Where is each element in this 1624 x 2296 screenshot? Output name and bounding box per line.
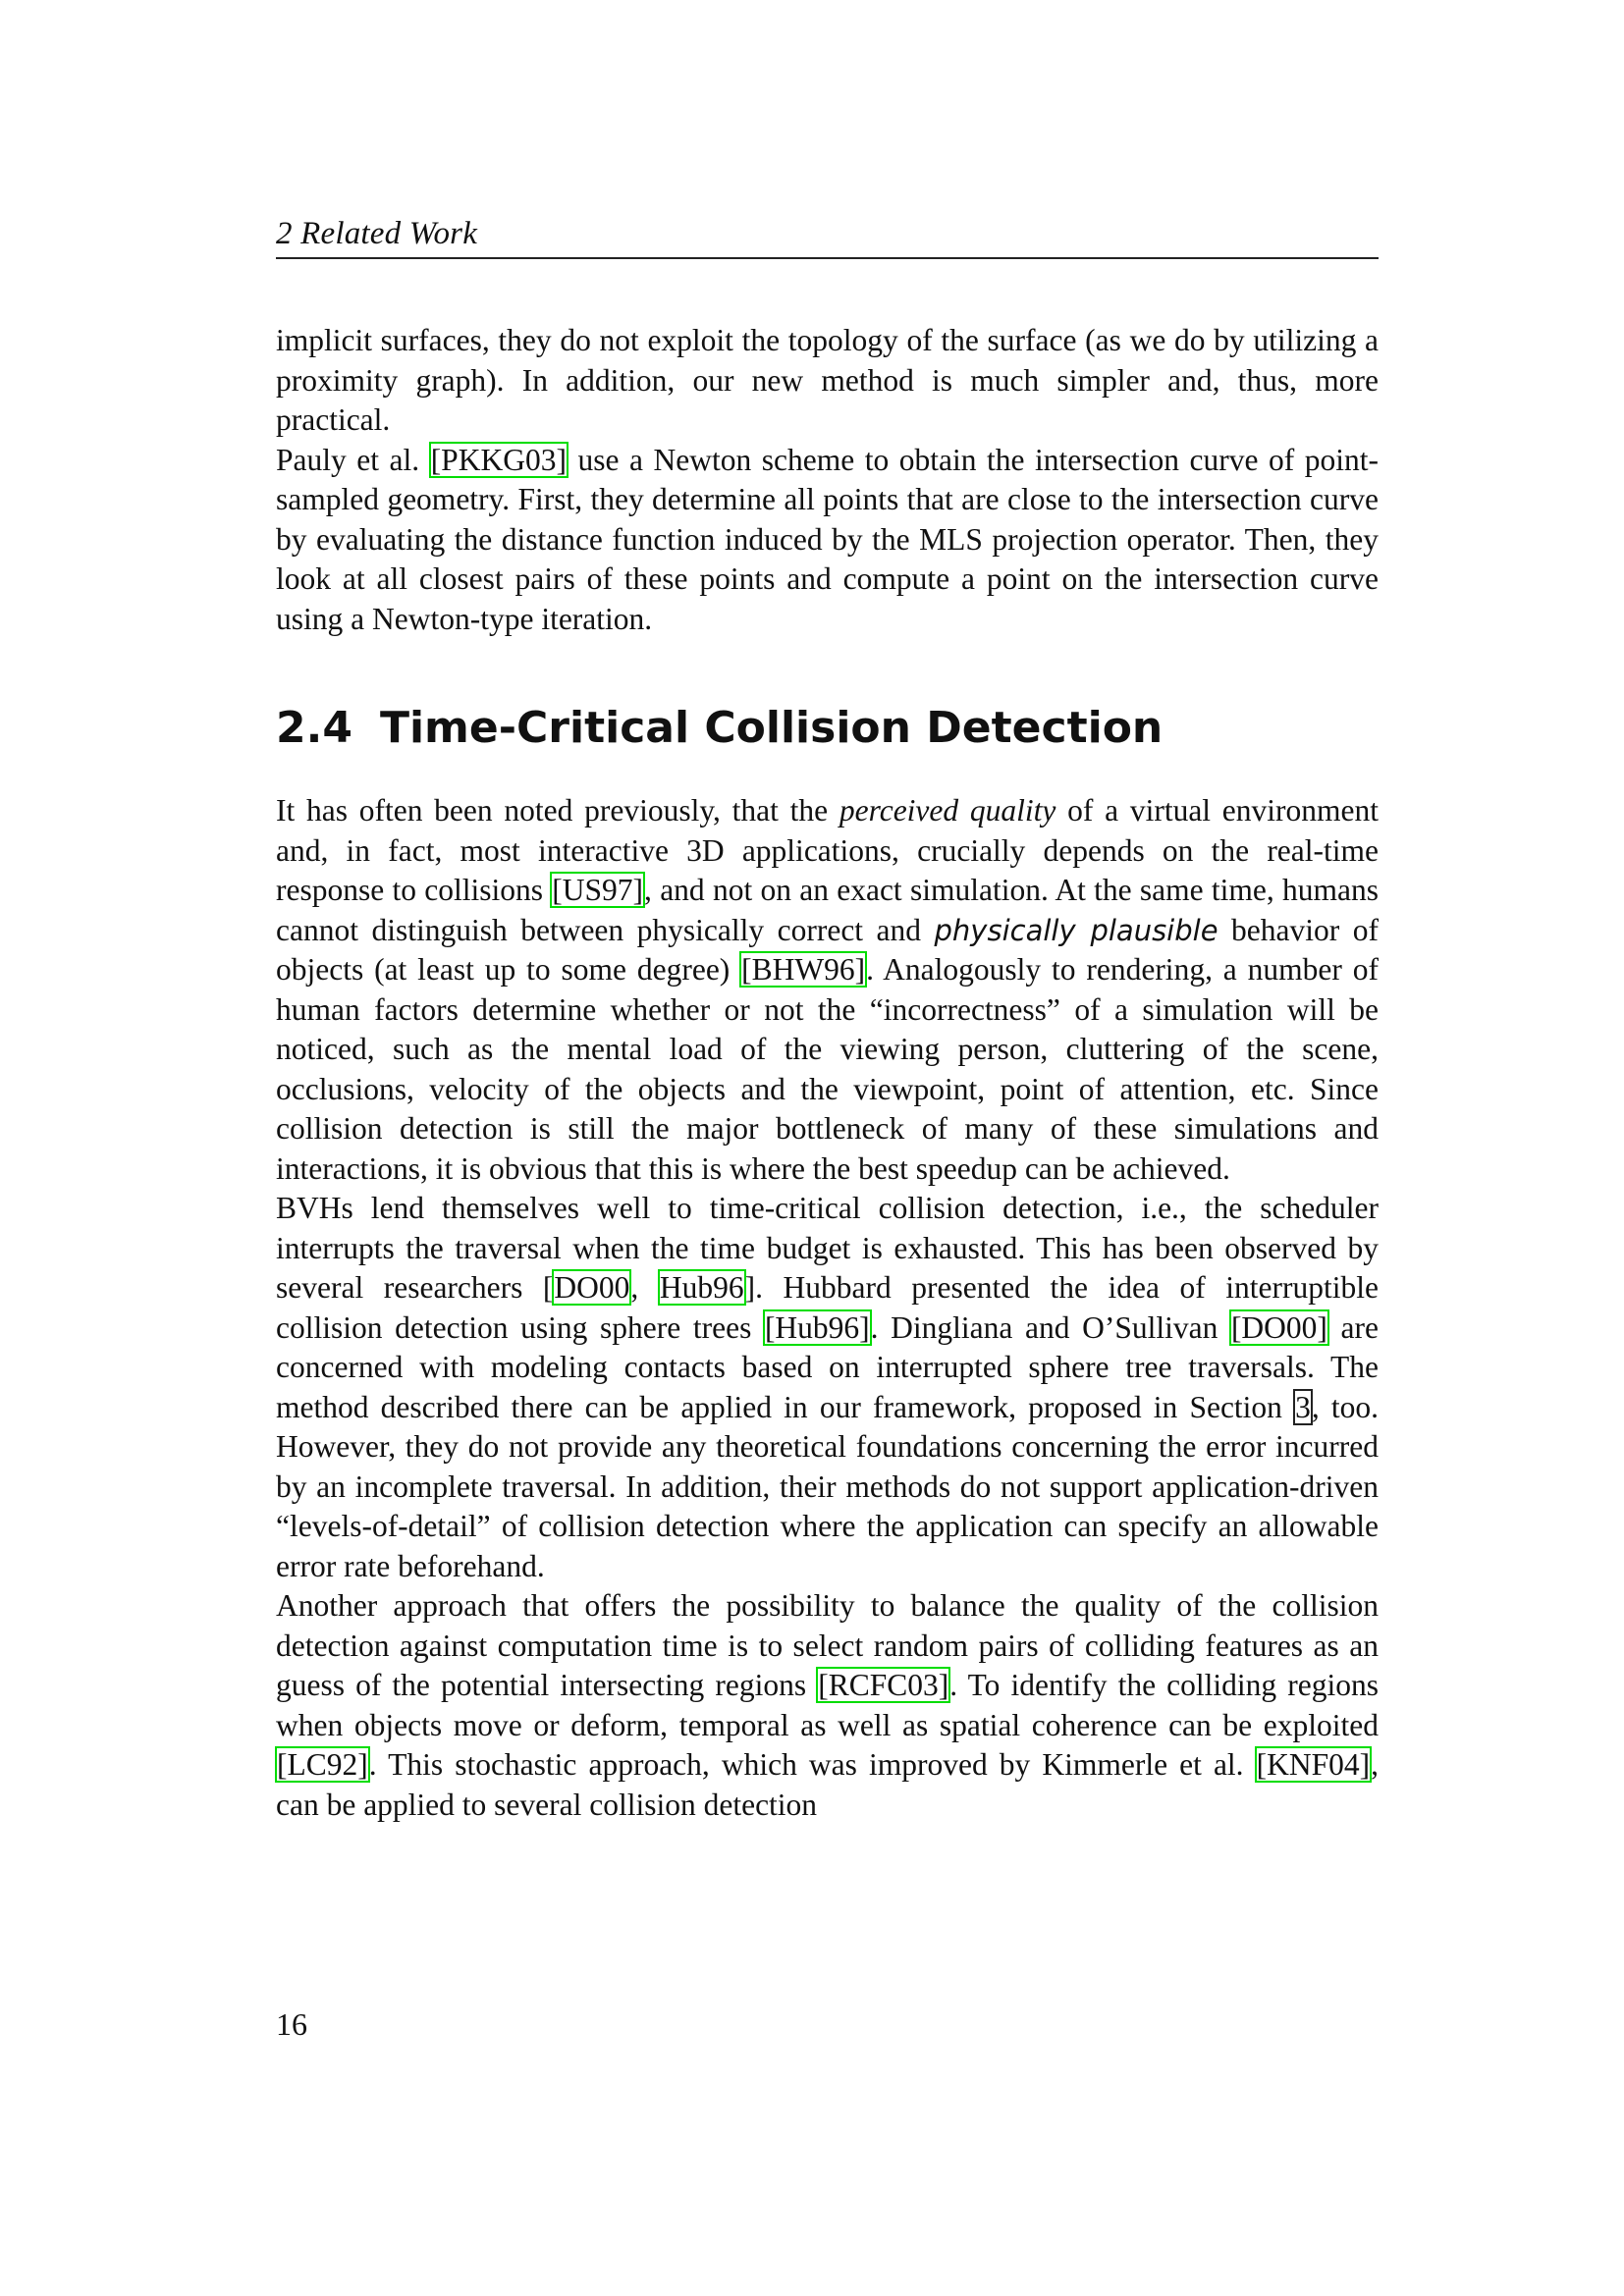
paragraph-text: Pauly et al. <box>276 442 430 477</box>
citation-link[interactable]: [LC92] <box>277 1747 368 1782</box>
paragraph-text: , and not on an exact simulation. At the same time, humans cannot distinguish between physically correct and <box>276 873 1379 947</box>
paragraph <box>276 441 1379 640</box>
paragraph <box>276 321 1379 441</box>
section-heading <box>276 701 1379 756</box>
paragraph-text: . Dingliana and O’Sullivan <box>870 1309 1230 1345</box>
citation-link[interactable]: [US97] <box>552 873 644 907</box>
paragraph-text: BVHs lend themselves well to time-critical collision detection, i.e., the scheduler interrupts the traversal when the time budget is exhausted. This has been observed by several researchers [ <box>276 1191 1379 1305</box>
page-number: 16 <box>276 2006 307 2042</box>
paragraph-text: of a virtual environment and, in fact, most interactive 3D applications, crucially depends on the real-time response to collisions <box>276 793 1380 907</box>
paragraph-text: . To identify the colliding regions when objects move or deform, temporal as well as spatial coherence can be exploited <box>276 1668 1379 1742</box>
running-header <box>276 214 1379 259</box>
section-body <box>276 791 1379 1825</box>
paragraph-text: Another approach that offers the possibility to balance the quality of the collision detection against computation time is to select random pairs of colliding features as an guess of the potential intersecting regions <box>276 1588 1379 1702</box>
citation-link[interactable]: DO00 <box>554 1270 630 1305</box>
paragraph-text: are concerned with modeling contacts based on interrupted sphere tree traversals. The method described there can be applied in our framework, proposed in Section <box>276 1309 1379 1424</box>
paragraph-text: , too. However, they do not provide any theoretical foundations concerning the error incurred by an incomplete traversal. In addition, their methods do not support application-driven “levels-of-detail” of collision detection where the application can specify an allowable error rate beforehand. <box>276 1389 1379 1583</box>
paragraph-text: , can be applied to several collision detection <box>276 1747 1379 1822</box>
paragraph-text: . Analogously to rendering, a number of human factors determine whether or not the “incorrectness” of a simulation will be noticed, such as the mental load of the viewing person, cluttering of the scene, occlusions, velocity of the objects and the viewpoint, point of attention, etc. Since collision detection is still the major bottleneck of many of these simulations and interactions, it is obvious that this is where the best speedup can be achieved. <box>276 952 1379 1186</box>
paragraph-text: use a Newton scheme to obtain the intersection curve of point-sampled geometry. First, they determine all points that are close to the intersection curve by evaluating the distance function induced by the MLS projection operator. Then, they look at all closest pairs of these points and compute a point on the intersection curve using a Newton-type iteration. <box>276 442 1380 636</box>
paragraph <box>276 791 1379 1189</box>
section-reference-link[interactable]: 3 <box>1295 1389 1311 1424</box>
emphasis-text: perceived quality <box>839 793 1056 828</box>
paragraph-text: , <box>630 1270 659 1305</box>
section-number: 2.4 <box>276 703 352 753</box>
paragraph-text: ]. Hubbard presented the idea of interruptible collision detection using sphere trees <box>276 1270 1380 1345</box>
citation-link[interactable]: [KNF04] <box>1256 1747 1371 1782</box>
paragraph <box>276 1189 1379 1586</box>
citation-link[interactable]: [Hub96] <box>764 1309 870 1345</box>
citation-link[interactable]: [BHW96] <box>741 952 866 987</box>
citation-link[interactable]: [PKKG03] <box>430 442 567 477</box>
paragraph-text: . This stochastic approach, which was improved by Kimmerle et al. <box>368 1747 1256 1782</box>
citation-link[interactable]: [DO00] <box>1230 1309 1327 1345</box>
citation-link[interactable]: [RCFC03] <box>818 1668 949 1702</box>
paragraph-text: It has often been noted previously, that the <box>276 793 839 828</box>
section-title: Time-Critical Collision Detection <box>379 703 1164 753</box>
running-title: 2 Related Work <box>276 216 478 251</box>
continued-text-block <box>276 321 1379 639</box>
emphasis-text: physically plausible <box>934 913 1218 947</box>
paragraph-text: behavior of objects (at least up to some degree) <box>276 912 1379 987</box>
citation-link[interactable]: Hub96 <box>659 1270 744 1305</box>
paragraph <box>276 1586 1379 1825</box>
paragraph-text: implicit surfaces, they do not exploit the topology of the surface (as we do by utilizing a proximity graph). In addition, our new method is much simpler and, thus, more practical. <box>276 323 1379 437</box>
